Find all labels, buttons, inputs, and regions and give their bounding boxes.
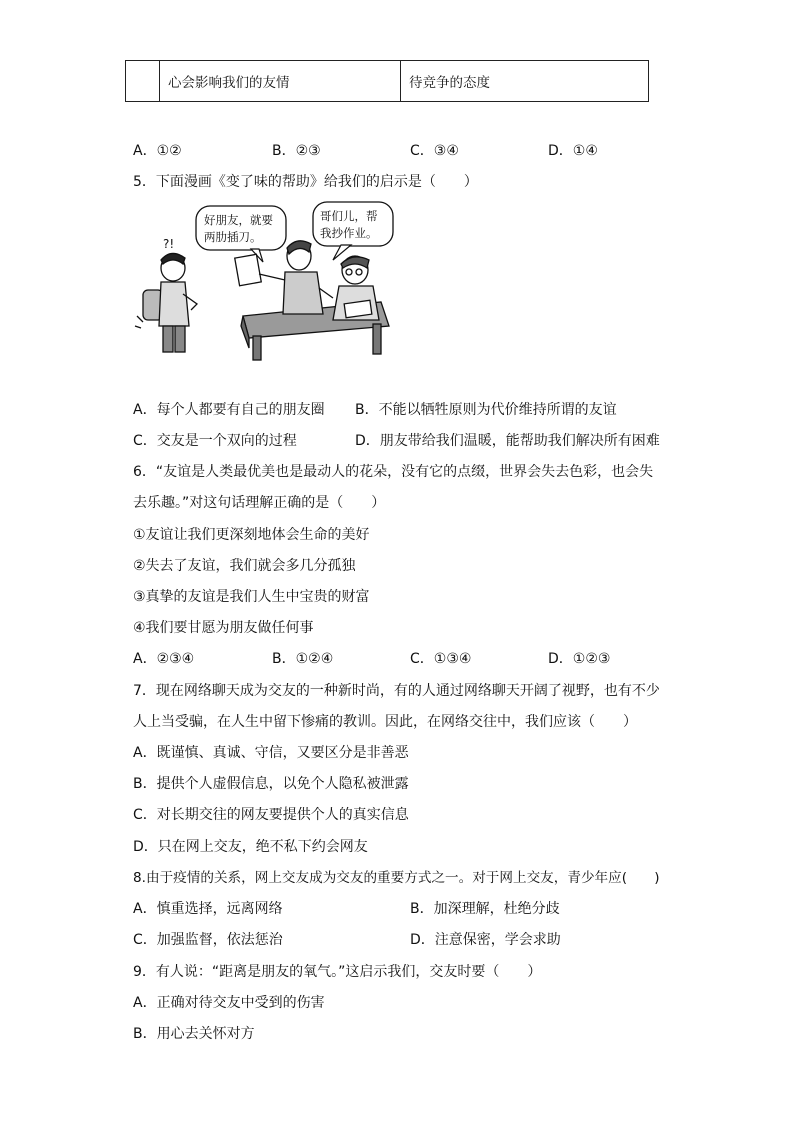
option-a[interactable]: A．①② bbox=[133, 143, 182, 159]
cartoon-illustration bbox=[133, 198, 401, 364]
bubble-left-line-1: 好朋友，就要 bbox=[204, 213, 273, 227]
table-cell bbox=[126, 61, 160, 102]
option-a[interactable]: A．正确对待交友中受到的伤害 bbox=[133, 995, 325, 1011]
option-b[interactable]: B．用心去关怀对方 bbox=[133, 1026, 255, 1042]
q5-options-row-2 bbox=[133, 431, 673, 451]
option-b[interactable]: B．加深理解，杜绝分歧 bbox=[410, 901, 560, 917]
option-b[interactable]: B．提供个人虚假信息，以免个人隐私被泄露 bbox=[133, 776, 409, 792]
statement-1: ①友谊让我们更深刻地体会生命的美好 bbox=[133, 527, 370, 543]
student-holding-paper-figure bbox=[235, 241, 323, 314]
answer-table-fragment bbox=[125, 60, 649, 102]
question-7-stem-line-2: 人上当受骗，在人生中留下惨痛的教训。因此，在网络交往中，我们应该（ ） bbox=[133, 714, 637, 730]
q6-options bbox=[133, 649, 653, 669]
option-b[interactable]: B．①②④ bbox=[272, 651, 334, 667]
option-a[interactable]: A．慎重选择，远离网络 bbox=[133, 901, 283, 917]
option-a[interactable]: A．既谨慎、真诚、守信，又要区分是非善恶 bbox=[133, 745, 409, 761]
option-c[interactable]: C．③④ bbox=[410, 143, 459, 159]
question-5-stem: 5．下面漫画《变了味的帮助》给我们的启示是（ ） bbox=[133, 174, 478, 190]
bubble-left-line-2: 两肋插刀。 bbox=[204, 230, 262, 244]
question-6-stem-line-1: 6．“友谊是人类最优美也是最动人的花朵，没有它的点缀，世界会失去色彩，也会失 bbox=[133, 464, 654, 480]
q4-options bbox=[133, 141, 653, 161]
q5-options-row-1 bbox=[133, 400, 673, 420]
question-8-stem: 8.由于疫情的关系，网上交友成为交友的重要方式之一。对于网上交友，青少年应( ) bbox=[133, 870, 660, 886]
question-6-stem-line-2: 去乐趣。”对这句话理解正确的是（ ） bbox=[133, 495, 386, 511]
option-c[interactable]: C．交友是一个双向的过程 bbox=[133, 433, 297, 449]
question-7-stem-line-1: 7．现在网络聊天成为交友的一种新时尚，有的人通过网络聊天开阔了视野，也有不少 bbox=[133, 683, 660, 699]
statement-2: ②失去了友谊，我们就会多几分孤独 bbox=[133, 558, 356, 574]
bubble-right-line-2: 我抄作业。 bbox=[320, 226, 378, 240]
option-d[interactable]: D．朋友带给我们温暖，能帮助我们解决所有困难 bbox=[355, 433, 660, 449]
question-9-stem: 9．有人说：“距离是朋友的氧气。”这启示我们，交友时要（ ） bbox=[133, 964, 542, 980]
option-d[interactable]: D．只在网上交友，绝不私下约会网友 bbox=[133, 839, 368, 855]
table-cell: 心会影响我们的友情 bbox=[160, 61, 401, 102]
option-c[interactable]: C．加强监督，依法惩治 bbox=[133, 932, 283, 948]
option-a[interactable]: A．每个人都要有自己的朋友圈 bbox=[133, 402, 325, 418]
option-d[interactable]: D．①④ bbox=[548, 143, 598, 159]
table-row bbox=[126, 61, 649, 102]
option-b[interactable]: B．②③ bbox=[272, 143, 321, 159]
statement-3: ③真挚的友谊是我们人生中宝贵的财富 bbox=[133, 589, 370, 605]
table-cell: 待竞争的态度 bbox=[401, 61, 649, 102]
q8-options-row-2 bbox=[133, 930, 673, 950]
bubble-right-line-1: 哥们儿，帮 bbox=[320, 209, 378, 223]
q8-options-row-1 bbox=[133, 899, 673, 919]
option-d[interactable]: D．①②③ bbox=[548, 651, 611, 667]
statement-4: ④我们要甘愿为朋友做任何事 bbox=[133, 620, 314, 636]
option-d[interactable]: D．注意保密，学会求助 bbox=[410, 932, 561, 948]
surprise-mark: ?! bbox=[163, 237, 175, 251]
option-b[interactable]: B．不能以牺牲原则为代价维持所谓的友谊 bbox=[355, 402, 617, 418]
option-c[interactable]: C．①③④ bbox=[410, 651, 472, 667]
option-c[interactable]: C．对长期交往的网友要提供个人的真实信息 bbox=[133, 807, 409, 823]
option-a[interactable]: A．②③④ bbox=[133, 651, 195, 667]
boy-with-backpack-figure bbox=[135, 253, 197, 352]
